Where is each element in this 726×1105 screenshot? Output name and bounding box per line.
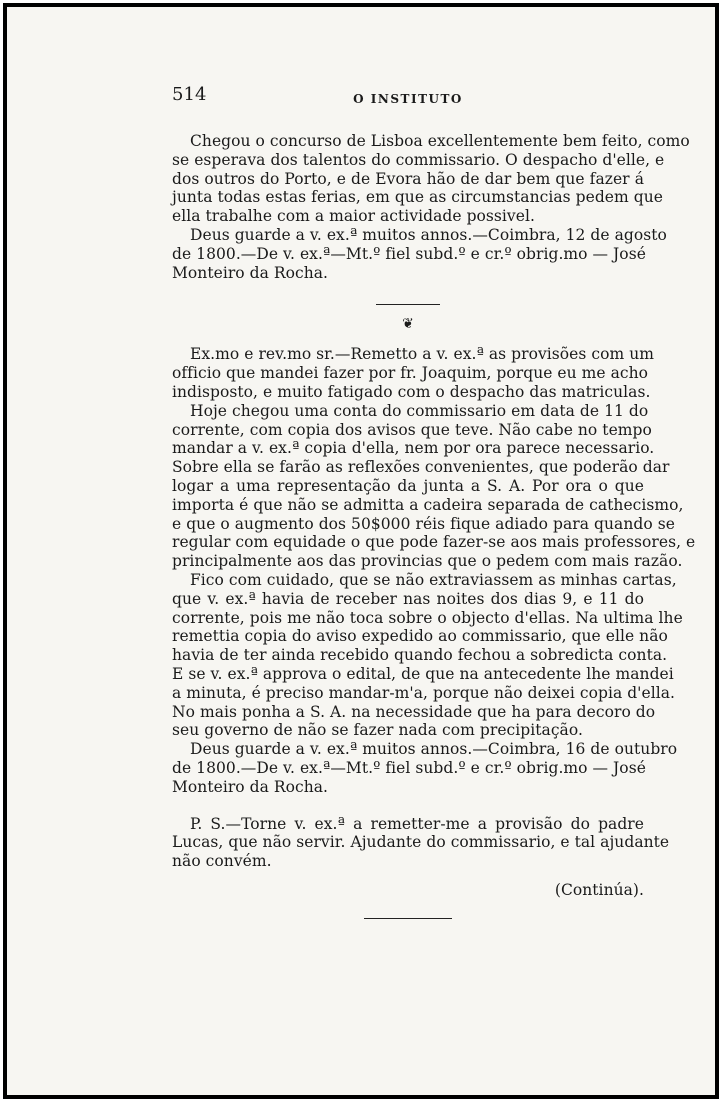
text-line: officio que mandei fazer por fr. Joaquim, porque eu me acho: [172, 364, 649, 383]
text-line: junta todas estas ferias, em que as circumstancias pedem que: [172, 188, 663, 207]
text-line: corrente, com copia dos avisos que teve. Não cabe no tempo: [172, 420, 652, 439]
text-line: No mais ponha a S. A. na necessidade que ha para decoro do: [172, 702, 656, 721]
text-line: não convém.: [172, 852, 272, 871]
spacer: [172, 797, 644, 815]
text-line: P. S.—Torne v. ex.ª a remetter-me a provisão do padre: [190, 814, 644, 833]
text-line: seu governo de não se fazer nada com precipitação.: [172, 721, 583, 740]
ornament: ❦: [402, 316, 414, 333]
section-divider: [376, 304, 440, 305]
text-line: e que o augmento dos 50$000 réis fique adiado para quando se: [172, 514, 675, 533]
text-line: se esperava dos talentos do commissario. O despacho d'elle, e: [172, 150, 665, 169]
text-line: E se v. ex.ª approva o edital, de que na antecedente lhe mandei: [172, 664, 674, 683]
text-line: Chegou o concurso de Lisboa excellentemente bem feito, como: [190, 132, 690, 150]
text-line: importa é que não se admitta a cadeira separada de cathecismo,: [172, 495, 684, 514]
text-line: Fico com cuidado, que se não extraviassem as minhas cartas,: [190, 570, 677, 589]
text-line: a minuta, é preciso mandar-m'a, porque não deixei copia d'ella.: [172, 683, 676, 702]
text-line: regular com equidade o que pode fazer-se aos mais professores, e: [172, 533, 696, 552]
text-line: Ex.mo e rev.mo sr.—Remetto a v. ex.ª as provisões com um: [190, 345, 654, 364]
text-line: Monteiro da Rocha.: [172, 777, 329, 796]
text-line: Lucas, que não servir. Ajudante do commissario, e tal ajudante: [172, 833, 670, 852]
continued-note: (Continúa).: [554, 880, 644, 899]
text-line: que v. ex.ª havia de receber nas noites dos dias 9, e 11 do: [172, 589, 644, 608]
running-header: [172, 86, 644, 110]
text-line: Deus guarde a v. ex.ª muitos annos.—Coimbra, 16 de outubro: [190, 740, 678, 759]
text-line: logar a uma representação da junta a S. A. Por ora o que: [172, 476, 644, 495]
text-line: de 1800.—De v. ex.ª—Mt.º fiel subd.º e cr.º obrig.mo — José: [172, 244, 646, 263]
text-line: havia de ter ainda recebido quando fechou a sobredicta conta.: [172, 646, 668, 665]
text-line: ella trabalhe com a maior actividade possivel.: [172, 207, 535, 226]
end-rule: [364, 918, 452, 919]
page-content: [172, 84, 696, 929]
text-line: Deus guarde a v. ex.ª muitos annos.—Coimbra, 12 de agosto: [190, 225, 667, 244]
text-line: Monteiro da Rocha.: [172, 263, 329, 282]
text-line: Hoje chegou uma conta do commissario em data de 11 do: [190, 401, 649, 420]
text-line: indisposto, e muito fatigado com o despacho das matriculas.: [172, 382, 651, 401]
text-line: corrente, pois me não toca sobre o objecto d'ellas. Na ultima lhe: [172, 608, 683, 627]
letter-1: [172, 132, 690, 282]
page-number: 514: [172, 84, 207, 105]
letter-2: [172, 345, 696, 796]
text-line: de 1800.—De v. ex.ª—Mt.º fiel subd.º e cr.º obrig.mo — José: [172, 758, 646, 777]
text-line: remettia copia do aviso expedido ao commissario, que elle não: [172, 627, 668, 646]
running-title: O INSTITUTO: [353, 92, 463, 106]
text-line: Sobre ella se farão as reflexões convenientes, que poderão dar: [172, 458, 670, 477]
text-line: principalmente aos das provincias que o pedem com mais razão.: [172, 552, 683, 571]
text-line: dos outros do Porto, e de Evora hão de dar bem que fazer á: [172, 169, 644, 188]
text-line: mandar a v. ex.ª copia d'ella, nem por ora parece necessario.: [172, 439, 655, 458]
postscript: [172, 814, 670, 900]
